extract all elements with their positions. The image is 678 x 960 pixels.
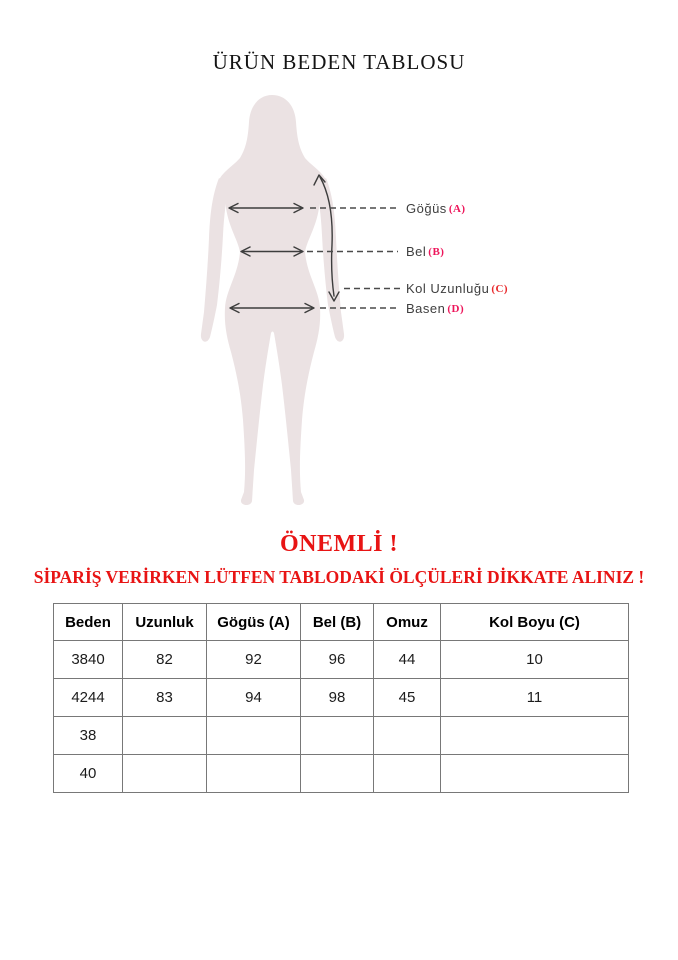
table-row	[54, 641, 629, 679]
cell-uzunluk: 82	[123, 641, 207, 679]
col-header-beden: Beden	[54, 604, 123, 641]
label-bel-text: Bel	[406, 244, 427, 259]
label-basen-letter: (D)	[447, 303, 465, 315]
cell-beden: 40	[54, 755, 123, 793]
cell-kol-boyu	[441, 755, 629, 793]
label-kol-uzunlugu-letter: (C)	[491, 283, 509, 295]
col-header-kol-boyu: Kol Boyu (C)	[441, 604, 629, 641]
label-basen-text: Basen	[406, 301, 446, 316]
cell-uzunluk: 83	[123, 679, 207, 717]
label-bel-letter: (B)	[428, 246, 445, 258]
cell-uzunluk	[123, 755, 207, 793]
label-gogus	[406, 201, 466, 218]
cell-omuz: 45	[374, 679, 441, 717]
cell-gogus	[207, 717, 301, 755]
cell-omuz	[374, 755, 441, 793]
col-header-gogus: Gögüs (A)	[207, 604, 301, 641]
label-kol-uzunlugu-text: Kol Uzunluğu	[406, 281, 490, 296]
cell-omuz: 44	[374, 641, 441, 679]
cell-beden: 38	[54, 717, 123, 755]
cell-bel	[301, 755, 374, 793]
cell-gogus	[207, 755, 301, 793]
page-title: ÜRÜN BEDEN TABLOSU	[212, 50, 466, 74]
warning-text: SİPARİŞ VERİRKEN LÜTFEN TABLODAKİ ÖLÇÜLERİ DİKKATE ALINIZ !	[33, 567, 645, 587]
cell-omuz	[374, 717, 441, 755]
cell-bel: 98	[301, 679, 374, 717]
cell-uzunluk	[123, 717, 207, 755]
col-header-bel: Bel (B)	[301, 604, 374, 641]
table-row	[54, 679, 629, 717]
label-basen	[406, 301, 464, 318]
cell-gogus: 92	[207, 641, 301, 679]
cell-kol-boyu: 11	[441, 679, 629, 717]
size-table-header-row	[54, 604, 629, 641]
body-silhouette	[201, 95, 344, 505]
cell-beden: 3840	[54, 641, 123, 679]
col-header-uzunluk: Uzunluk	[123, 604, 207, 641]
cell-bel: 96	[301, 641, 374, 679]
col-header-omuz: Omuz	[374, 604, 441, 641]
label-gogus-text: Göğüs	[406, 201, 447, 216]
cell-kol-boyu	[441, 717, 629, 755]
cell-beden: 4244	[54, 679, 123, 717]
table-row	[54, 717, 629, 755]
label-gogus-letter: (A)	[448, 203, 466, 215]
label-kol-uzunlugu	[406, 281, 508, 298]
cell-bel	[301, 717, 374, 755]
table-row	[54, 755, 629, 793]
cell-gogus: 94	[207, 679, 301, 717]
label-bel	[406, 244, 444, 261]
cell-kol-boyu: 10	[441, 641, 629, 679]
size-table	[53, 603, 629, 793]
important-heading: ÖNEMLİ !	[280, 531, 398, 557]
